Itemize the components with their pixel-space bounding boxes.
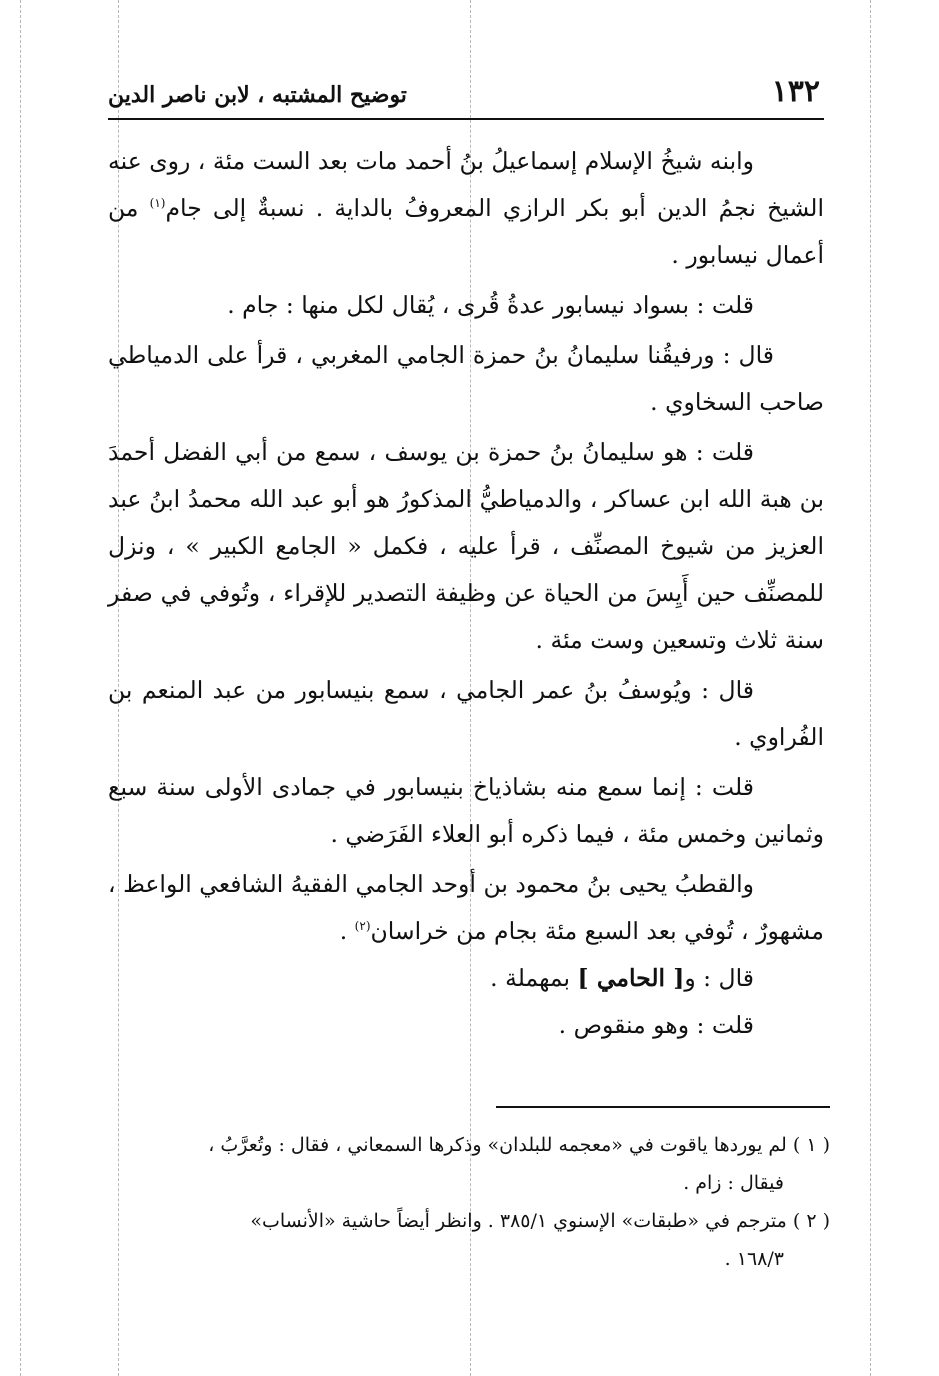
footnote-1-cont: فيقال : زام . xyxy=(683,1172,784,1194)
footnote-1: ( ١ ) لم يوردها ياقوت في «معجمه للبلدان» وذكرها السمعاني ، فقال : وتُعرَّبُ ، xyxy=(208,1134,830,1156)
scan-artifact-line xyxy=(870,0,871,1376)
footnote-ref: (٢) xyxy=(354,919,371,934)
paragraph: قال : و[ الحامي ] بمهملة . xyxy=(490,964,754,992)
running-title: توضيح المشتبه ، لابن ناصر الدين xyxy=(108,82,407,108)
footnotes xyxy=(108,1126,830,1278)
paragraph: قلت : وهو منقوص . xyxy=(558,1011,754,1039)
paragraph: قلت : هو سليمانُ بنُ حمزة بن يوسف ، سمع من أبي الفضل أحمدَ بن هبة الله ابن عساكر ، والدمياطيُّ المذكورُ هو أبو عبد الله محمدُ ابنُ عبد العزيز من شيوخ المصنِّف ، قرأ عليه ، فكمل « الجامع الكبير » ، ونزل للمصنِّف حين أَيِسَ من الحياة عن وظيفة التصدير للإقراء ، وتُوفي في صفر سنة ثلاث وتسعين وست مئة . xyxy=(108,438,824,654)
scan-artifact-line xyxy=(20,0,21,1376)
footnote-2: ( ٢ ) مترجم في «طبقات» الإسنوي ٣٨٥/١ . وانظر أيضاً حاشية «الأنساب» xyxy=(250,1210,830,1232)
paragraph: قلت : إنما سمع منه بشاذياخ بنيسابور في جمادى الأولى سنة سبع وثمانين وخمس مئة ، فيما ذكره أبو العلاء الفَرَضي . xyxy=(108,773,824,848)
header-rule xyxy=(108,118,824,120)
page-number: ١٣٢ xyxy=(771,74,820,109)
page-header xyxy=(108,72,820,116)
bracketed-term: [ الحامي ] xyxy=(577,964,685,992)
paragraph: والقطبُ يحيى بنُ محمود بن أوحد الجامي الفقيهُ الشافعي الواعظ ، مشهورٌ ، تُوفي بعد السبع مئة بجام من خراسان$^{(٢)}$ . xyxy=(108,870,824,945)
footnote-2-cont: ١٦٨/٣ . xyxy=(724,1248,784,1270)
footnote-rule xyxy=(496,1106,830,1108)
paragraph: قال : ورفيقُنا سليمانُ بنُ حمزة الجامي المغربي ، قرأ على الدمياطي صاحب السخاوي . xyxy=(108,341,824,416)
paragraph: وابنه شيخُ الإسلام إسماعيلُ بنُ أحمد مات بعد الست مئة ، روى عنه الشيخ نجمُ الدين أبو بكر الرازي المعروفُ بالداية . نسبةٌ إلى جام$^{(١)}$ من أعمال نيسابور . xyxy=(108,147,825,269)
main-text xyxy=(108,138,824,1049)
footnote-ref: (١) xyxy=(149,196,166,211)
paragraph: قال : ويُوسفُ بنُ عمر الجامي ، سمع بنيسابور من عبد المنعم بن الفُراوي . xyxy=(108,676,824,751)
paragraph: قلت : بسواد نيسابور عدةُ قُرى ، يُقال لكل منها : جام . xyxy=(227,291,754,319)
